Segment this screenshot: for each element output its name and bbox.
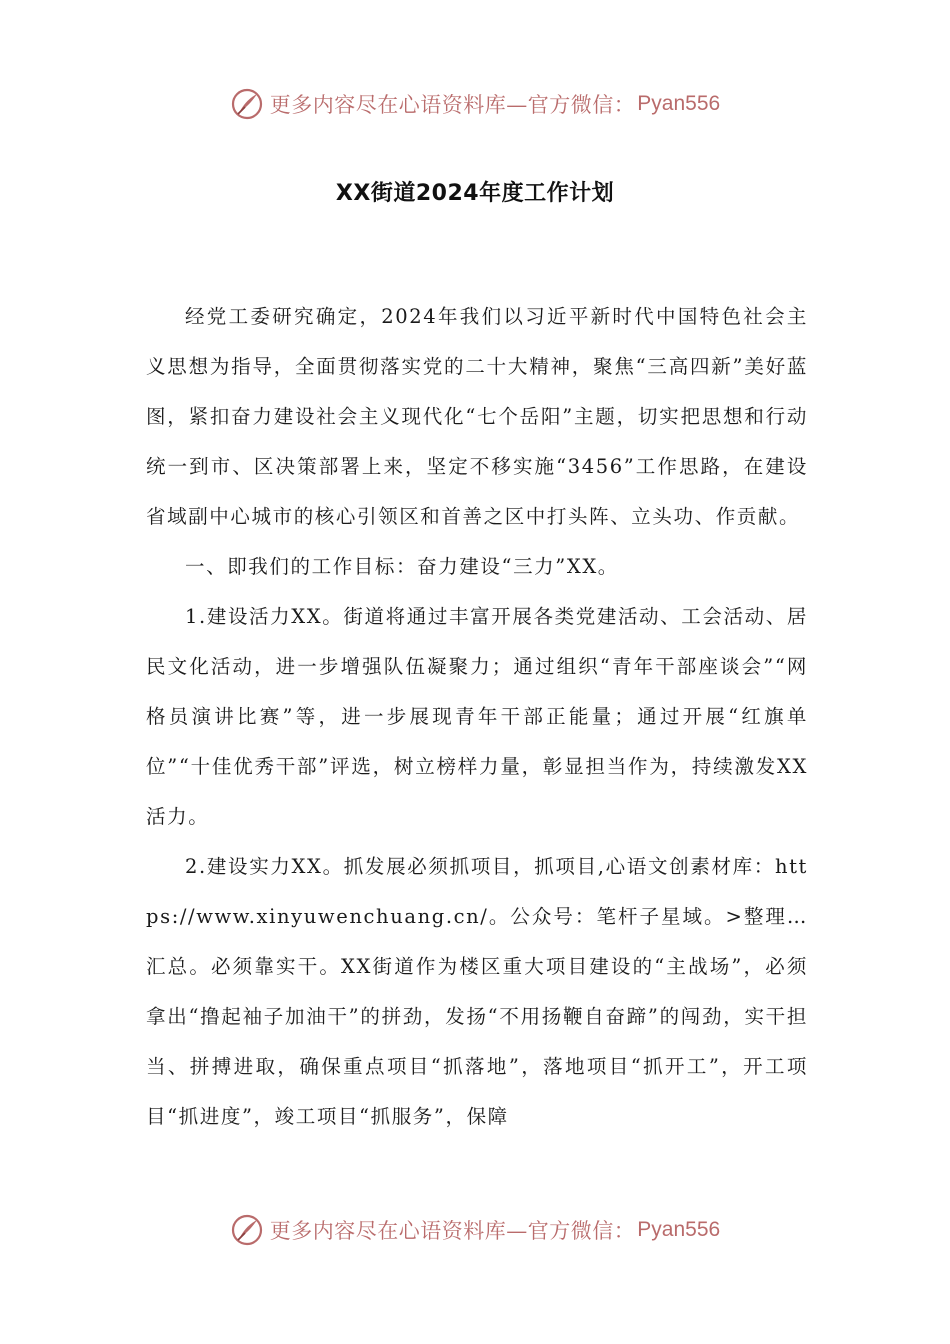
- header-banner: [0, 82, 950, 126]
- footer-banner: [0, 1208, 950, 1252]
- paragraph-section-one: 一、即我们的工作目标：奋力建设“三力”XX。: [185, 555, 619, 578]
- banner-text: 更多内容尽在心语资料库—官方微信：: [269, 1219, 636, 1243]
- quill-logo-icon: [230, 1213, 264, 1247]
- paragraph-item-1: 1.建设活力XX。街道将通过丰富开展各类党建活动、工会活动、居民文化活动，进一步增强队伍凝聚力；通过组织“青年干部座谈会”“网格员演讲比赛”等，进一步展现青年干部正能量；通过开展“红旗单位”“十佳优秀干部”评选，树立榜样力量，彰显担当作为，持续激发XX活力。: [146, 605, 808, 828]
- wechat-id: Pyan556: [637, 92, 721, 115]
- wechat-id: Pyan556: [637, 1218, 721, 1241]
- quill-logo-icon: [230, 87, 264, 121]
- document-body: [146, 292, 808, 1142]
- document-title: XX街道2024年度工作计划: [335, 181, 615, 206]
- banner-text: 更多内容尽在心语资料库—官方微信：: [269, 93, 636, 117]
- paragraph-intro: 经党工委研究确定，2024年我们以习近平新时代中国特色社会主义思想为指导，全面贯彻落实党的二十大精神，聚焦“三高四新”美好蓝图，紧扣奋力建设社会主义现代化“七个岳阳”主题，切实把思想和行动统一到市、区决策部署上来，坚定不移实施“3456”工作思路，在建设省域副中心城市的核心引领区和首善之区中打头阵、立头功、作贡献。: [146, 305, 808, 528]
- paragraph-item-2: 2.建设实力XX。抓发展必须抓项目，抓项目,心语文创素材库：https://www.xinyuwenchuang.cn/。公众号：笔杆子星域。>整理…汇总。必须靠实干。XX街道作为楼区重大项目建设的“主战场”，必须拿出“撸起袖子加油干”的拼劲，发扬“不用扬鞭自奋蹄”的闯劲，实干担当、拼搏进取，确保重点项目“抓落地”，落地项目“抓开工”，开工项目“抓进度”，竣工项目“抓服务”，保障: [146, 855, 808, 1128]
